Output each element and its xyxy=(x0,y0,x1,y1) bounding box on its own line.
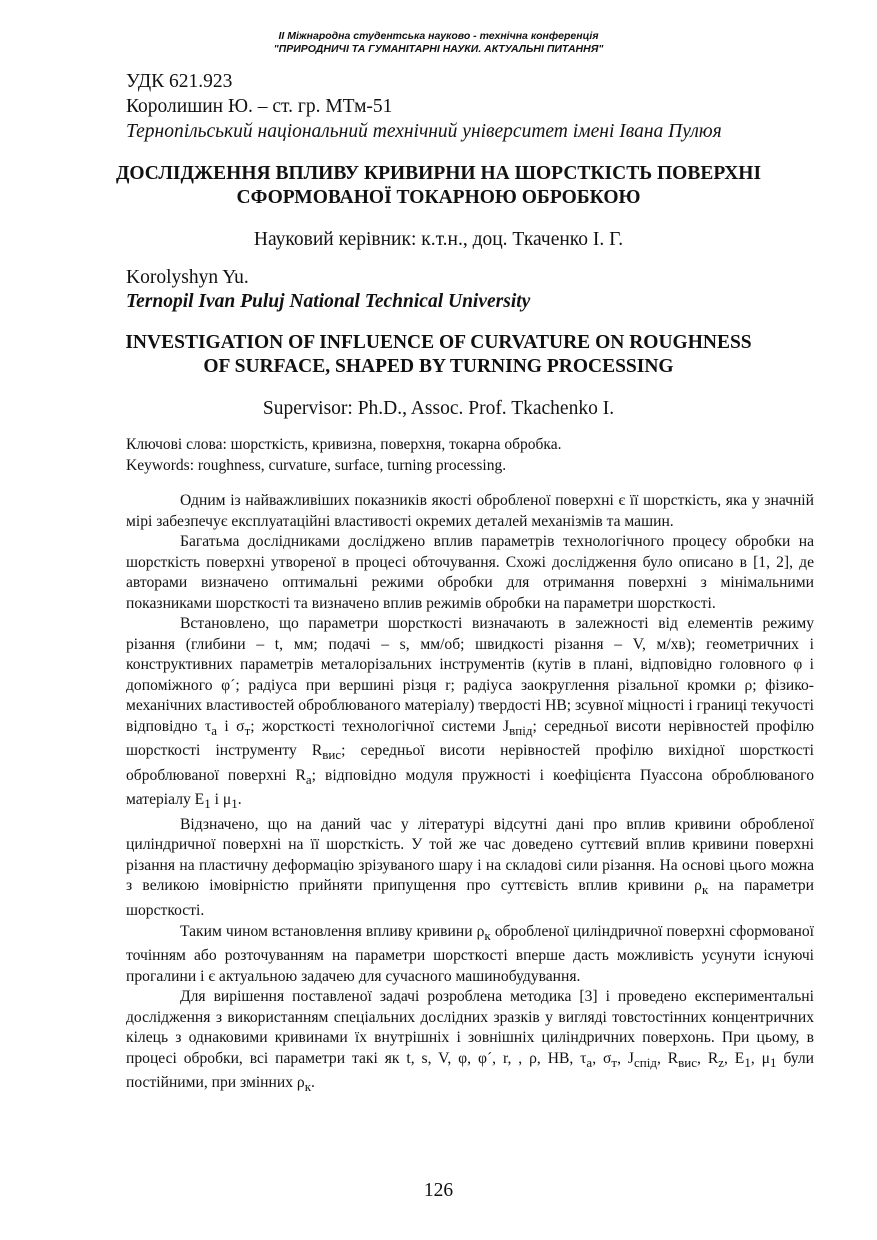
paragraph-3: Встановлено, що параметри шорсткості визначають в залежності від елементів режиму різання (глибини – t, мм; подачі – s, мм/об; швидкості різання – V, м/хв); геометричних і конструктивних параметрів металорізальних інструментів (кутів в плані, відповідно головного φ і допоміжного φ´; радіуса при вершині різця r; радіуса заокруглення різальної кромки ρ; фізико-механічних властивостей оброблюваного матеріалу) твердості НВ; зсувної міцності і границі текучості відповідно $\tau_а$ і $\sigma_т$; жорсткості технологічної системи $J_{впід}$; середньої висоти нерівностей профілю шорсткості інструменту $R_{вис}$; середньої висоти нерівностей профілю вихідної шорсткості оброблюваної поверхні $R_а$; відповідно модуля пружності і коефіцієнта Пуассона оброблюваного матеріалу $Е_1$ і $\mu_1$. xyxy=(126,615,815,812)
affiliation-en: Ternopil Ivan Puluj National Technical University xyxy=(126,291,531,312)
paragraph-2: Багатьма дослідниками досліджено вплив параметрів технологічного процесу обробки на шорсткість поверхні утвореної в процесі обточування. Схожі дослідження було описано в [1, 2], де авторами визначено оптимальні режими обробки для отримання поверхні з мінімальними показниками шорсткості та визначено вплив режимів обробки на параметри шорсткості. xyxy=(126,533,814,612)
supervisor-en: Supervisor: Ph.D., Assoc. Prof. Tkachenko I. xyxy=(262,398,615,419)
title-ua-line2: СФОРМОВАНОЇ ТОКАРНОЮ ОБРОБКОЮ xyxy=(236,187,641,208)
article-body xyxy=(126,491,814,1098)
author-ua: Королишин Ю. – ст. гр. МТм-51 xyxy=(126,96,393,117)
paragraph-1: Одним із найважливіших показників якості обробленої поверхні є її шорсткість, яка у значній мірі забезпечує експлуатаційні властивості окремих деталей механізмів та машин. xyxy=(126,492,814,530)
paragraph-6: Для вирішення поставленої задачі розроблена методика [3] і проведено експериментальні дослідження з використанням спеціальних дослідних зразків у вигляді товстостінних концентричних кілець з однаковими кривинами їх внутрішніх і зовнішніх циліндричних поверхонь. При цьому, в процесі обробки, всі параметри такі як t, s, V, φ, φ´, r, , ρ, НВ, $\tau_а$, $\sigma_т$, $J_{спід}$, $R_{вис}$, $R_z$, $Е_1$, $\mu_1$ були постійними, при змінних $\rho_к$. xyxy=(126,988,814,1095)
keywords-en: Keywords: roughness, curvature, surface, turning processing. xyxy=(126,457,507,474)
conference-header xyxy=(0,30,877,56)
paragraph-4: Відзначено, що на даний час у літературі відсутні дані про вплив кривини обробленої циліндричної поверхні на її шорсткість. У той же час доведено суттєвий вплив кривини поверхні різання на пластичну деформацію зрізуваного шару і на складові сили різання. На основі цього можна з великою імовірністю прийняти припущення про суттєвість вплив кривини $\rho_к$ на параметри шорсткості. xyxy=(126,815,814,920)
paragraph-5: Таким чином встановлення впливу кривини $\rho_к$ обробленої циліндричної поверхні сформованої точінням або розточуванням на параметри шорсткості вперше дасть можливість усунути існуючі прогалини і є актуальною задачею для сучасного машинобудування. xyxy=(126,922,814,985)
title-en-line2: OF SURFACE, SHAPED BY TURNING PROCESSING xyxy=(203,356,674,377)
udk-code: УДК 621.923 xyxy=(126,71,233,92)
title-ua-line1: ДОСЛІДЖЕННЯ ВПЛИВУ КРИВИРНИ НА ШОРСТКІСТЬ ПОВЕРХНІ xyxy=(115,163,762,184)
keywords-ua: Ключові слова: шорсткість, кривизна, поверхня, токарна обробка. xyxy=(126,436,562,453)
supervisor-ua: Науковий керівник: к.т.н., доц. Ткаченко І. Г. xyxy=(253,229,624,250)
conference-header-line1: II Міжнародна студентська науково - технічна конференція xyxy=(278,30,599,42)
title-ua xyxy=(100,162,777,210)
title-en-line1: INVESTIGATION OF INFLUENCE OF CURVATURE ON ROUGHNESS xyxy=(125,332,752,353)
author-en: Korolyshyn Yu. xyxy=(126,267,249,288)
affiliation-ua: Тернопільський національний технічний університет імені Івана Пулюя xyxy=(126,121,722,142)
page-number: 126 xyxy=(423,1180,454,1201)
title-en xyxy=(100,331,777,379)
conference-header-line2: "ПРИРОДНИЧІ ТА ГУМАНІТАРНІ НАУКИ. АКТУАЛЬНІ ПИТАННЯ" xyxy=(273,43,604,55)
